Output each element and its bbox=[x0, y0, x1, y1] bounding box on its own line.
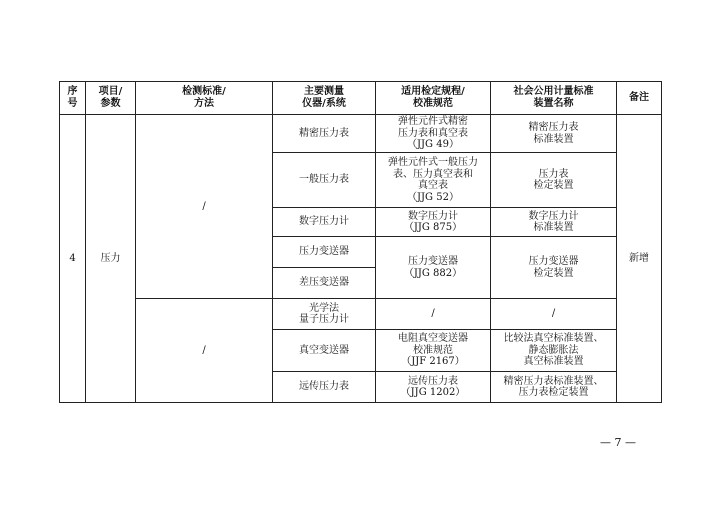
header-seq: 序 号 bbox=[60, 82, 86, 115]
standard-cell: 精密压力表 标准装置 bbox=[491, 115, 617, 153]
seq-cell: 4 bbox=[60, 115, 86, 403]
header-remark: 备注 bbox=[617, 82, 662, 115]
header-standard: 社会公用计量标准 装置名称 bbox=[491, 82, 617, 115]
table-row bbox=[60, 115, 662, 153]
instrument-cell: 远传压力表 bbox=[273, 372, 376, 403]
header-regulation: 适用检定规程/ 校准规范 bbox=[376, 82, 491, 115]
header-row bbox=[60, 82, 662, 115]
instrument-cell: 差压变送器 bbox=[273, 268, 376, 299]
instrument-cell: 真空变送器 bbox=[273, 330, 376, 372]
standard-cell: 压力表 检定装置 bbox=[491, 153, 617, 208]
standard-cell: 精密压力表标准装置、 压力表检定装置 bbox=[491, 372, 617, 403]
regulation-cell: / bbox=[376, 299, 491, 330]
table-row bbox=[60, 299, 662, 330]
regulation-cell: 弹性元件式一般压力 表、压力真空表和 真空表 （JJG 52） bbox=[376, 153, 491, 208]
item-cell: 压力 bbox=[86, 115, 136, 403]
remark-cell: 新增 bbox=[617, 115, 662, 403]
instrument-cell: 精密压力表 bbox=[273, 115, 376, 153]
regulation-cell: 电阻真空变送器 校准规范 （JJF 2167） bbox=[376, 330, 491, 372]
regulation-cell: 远传压力表 （JJG 1202） bbox=[376, 372, 491, 403]
standard-cell: 压力变送器 检定装置 bbox=[491, 237, 617, 299]
header-item: 项目/ 参数 bbox=[86, 82, 136, 115]
instrument-cell: 压力变送器 bbox=[273, 237, 376, 268]
standard-cell: 比较法真空标准装置、 静态膨胀法 真空标准装置 bbox=[491, 330, 617, 372]
method-cell-group1: / bbox=[136, 115, 273, 299]
header-method: 检测标准/ 方法 bbox=[136, 82, 273, 115]
page-number: — 7 — bbox=[600, 436, 636, 449]
regulation-cell: 弹性元件式精密 压力表和真空表 （JJG 49） bbox=[376, 115, 491, 153]
instrument-cell: 光学法 量子压力计 bbox=[273, 299, 376, 330]
instrument-cell: 数字压力计 bbox=[273, 208, 376, 237]
metrology-table bbox=[59, 81, 662, 403]
method-cell-group2: / bbox=[136, 299, 273, 403]
standard-cell: 数字压力计 标准装置 bbox=[491, 208, 617, 237]
header-instrument: 主要测量 仪器/系统 bbox=[273, 82, 376, 115]
standard-cell: / bbox=[491, 299, 617, 330]
regulation-cell: 压力变送器 （JJG 882） bbox=[376, 237, 491, 299]
instrument-cell: 一般压力表 bbox=[273, 153, 376, 208]
regulation-cell: 数字压力计 （JJG 875） bbox=[376, 208, 491, 237]
